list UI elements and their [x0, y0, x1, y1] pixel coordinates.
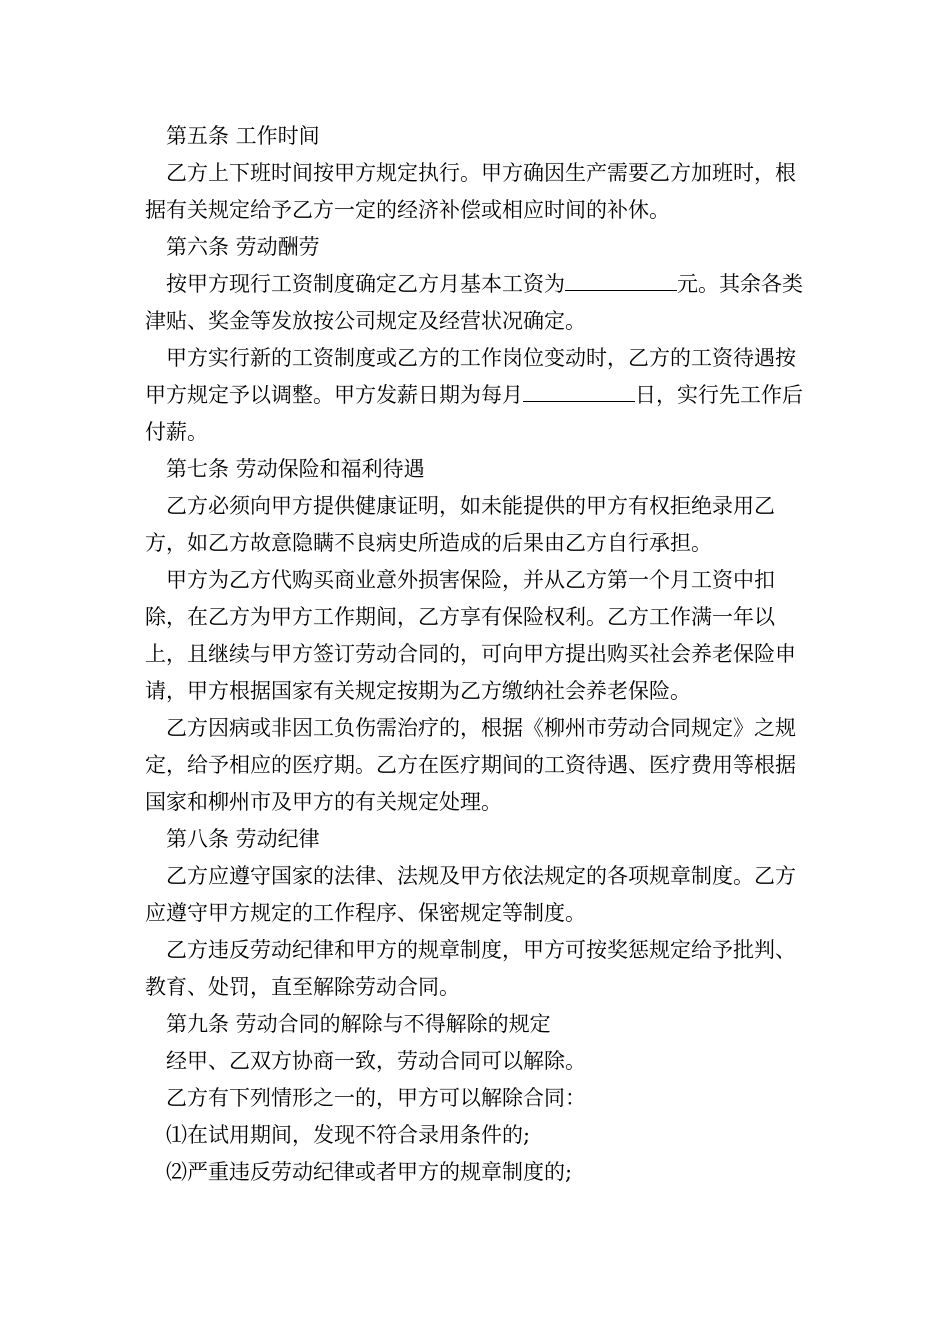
article-9-paragraph-2: 乙方有下列情形之一的，甲方可以解除合同：	[166, 1086, 586, 1110]
article-8-paragraph-2: 乙方违反劳动纪律和甲方的规章制度，甲方可按奖惩规定给予批判、教育、处罚，直至解除劳动合同。	[145, 938, 796, 999]
article-7-paragraph-3: 乙方因病或非因工负伤需治疗的，根据《柳州市劳动合同规定》之规定，给予相应的医疗期。乙方在医疗期间的工资待遇、医疗费用等根据国家和柳州市及甲方的有关规定处理。	[145, 716, 796, 814]
article-8-paragraph-1: 乙方应遵守国家的法律、法规及甲方依法规定的各项规章制度。乙方应遵守甲方规定的工作程序、保密规定等制度。	[145, 864, 796, 925]
article-8-title: 第八条 劳动纪律	[166, 827, 320, 851]
text-span: 元。其余各类津贴、奖金等发放按公司规定及经营状况确定。	[145, 272, 803, 333]
article-5-title: 第五条 工作时间	[166, 124, 320, 148]
article-6-paragraph-1	[145, 266, 815, 340]
article-9-paragraph-1: 经甲、乙双方协商一致，劳动合同可以解除。	[166, 1049, 586, 1073]
article-5-paragraph: 乙方上下班时间按甲方规定执行。甲方确因生产需要乙方加班时，根据有关规定给予乙方一定的经济补偿或相应时间的补休。	[145, 161, 796, 222]
article-9-item-1: ⑴在试用期间，发现不符合录用条件的;	[166, 1123, 531, 1147]
article-7-paragraph-1: 乙方必须向甲方提供健康证明，如未能提供的甲方有权拒绝录用乙方，如乙方故意隐瞒不良病史所造成的后果由乙方自行承担。	[145, 494, 775, 555]
salary-blank	[565, 272, 677, 291]
article-9-title: 第九条 劳动合同的解除与不得解除的规定	[166, 1012, 551, 1036]
text-span: 甲方实行新的工资制度或乙方的工作岗位变动时，乙方的工资待遇按甲方规定予以调整。甲方发薪日期为每月	[145, 346, 796, 407]
document-body	[145, 118, 815, 1191]
article-7-paragraph-2: 甲方为乙方代购买商业意外损害保险，并从乙方第一个月工资中扣除，在乙方为甲方工作期间，乙方享有保险权利。乙方工作满一年以上，且继续与甲方签订劳动合同的，可向甲方提出购买社会养老保险申请，甲方根据国家有关规定按期为乙方缴纳社会养老保险。	[145, 568, 796, 703]
payday-blank	[523, 383, 635, 402]
article-9-item-2: ⑵严重违反劳动纪律或者甲方的规章制度的;	[166, 1160, 573, 1184]
text-span: 日，实行先工作后付薪。	[145, 383, 803, 444]
article-6-title: 第六条 劳动酬劳	[166, 235, 320, 259]
article-7-title: 第七条 劳动保险和福利待遇	[166, 457, 425, 481]
text-span: 按甲方现行工资制度确定乙方月基本工资为	[166, 272, 565, 296]
article-6-paragraph-2	[145, 340, 815, 451]
